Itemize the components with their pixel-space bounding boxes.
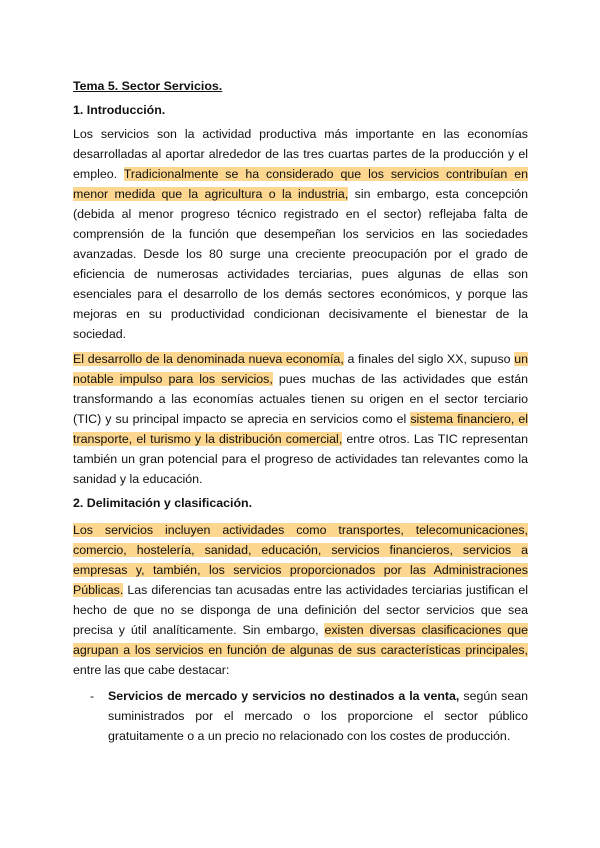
text-run: sin embargo, esta concepción (debida al menor progreso técnico registrado en el sector) reflejaba falta de comprensión de la función que desempeñan los servicios en las sociedades avanzadas. Desde los 80 surge una creciente preocupación por el grado de eficiencia de numerosas actividades terciarias, pues algunas de ellas son esenciales para el desarrollo de los demás sectores económicos, y porque las mejoras en su productividad condicionan decisivamente el bienestar de la sociedad. xyxy=(73,187,528,341)
highlighted-text: un notable impulso para los servicios, xyxy=(73,352,529,386)
list-item-text: según sean suministrados por el mercado o los proporcione el sector público gratuitamente o a un precio no relacionado con los costes de producción. xyxy=(108,689,528,743)
text-run: entre otros. Las TIC representan también un gran potencial para el progreso de actividades tan relevantes como la sanidad y la educación. xyxy=(73,432,528,486)
highlighted-text: Los servicios incluyen actividades como transportes, telecomunicaciones, comercio, hostelería, sanidad, educación, servicios financieros, servicios a empresas y, también, los servicios proporcionados por las Administraciones Públicas. xyxy=(73,523,528,597)
text-run: pues muchas de las actividades que están transformando a las economías actuales tienen su origen en el sector terciario (TIC) y su principal impacto se aprecia en servicios como el xyxy=(73,372,528,426)
list-bullet: - xyxy=(90,689,95,703)
paragraph-introduccion xyxy=(73,124,528,344)
page-title: Tema 5. Sector Servicios. xyxy=(73,79,223,93)
text-run: Los servicios son la actividad productiva más importante en las economías desarrolladas al aportar alrededor de las tres cuartas partes de la producción y el empleo. xyxy=(73,127,528,181)
highlighted-text: Tradicionalmente se ha considerado que los servicios contribuían en menor medida que la agricultura o la industria, xyxy=(73,167,528,201)
highlighted-text: existen diversas clasificaciones que agrupan a los servicios en función de algunas de sus características principales, xyxy=(73,623,528,657)
section-heading-introduccion: 1. Introducción. xyxy=(73,103,166,117)
highlighted-text: El desarrollo de la denominada nueva economía, xyxy=(73,352,344,366)
highlighted-text: sistema financiero, el transporte, el turismo y la distribución comercial, xyxy=(73,412,528,446)
classification-list xyxy=(90,686,528,746)
text-run: entre las que cabe destacar: xyxy=(73,663,230,677)
list-item-bold: Servicios de mercado y servicios no destinados a la venta, xyxy=(108,689,460,703)
section-heading-delimitacion: 2. Delimitación y clasificación. xyxy=(73,496,253,510)
paragraph-nueva-economia xyxy=(73,349,528,489)
text-run: a finales del siglo XX, supuso xyxy=(343,352,515,366)
paragraph-delimitacion xyxy=(73,520,528,680)
list-item xyxy=(108,686,528,746)
text-run: Las diferencias tan acusadas entre las actividades terciarias justifican el hecho de que no se disponga de una definición del sector servicios que sea precisa y útil analíticamente. Sin embargo, xyxy=(73,583,528,637)
